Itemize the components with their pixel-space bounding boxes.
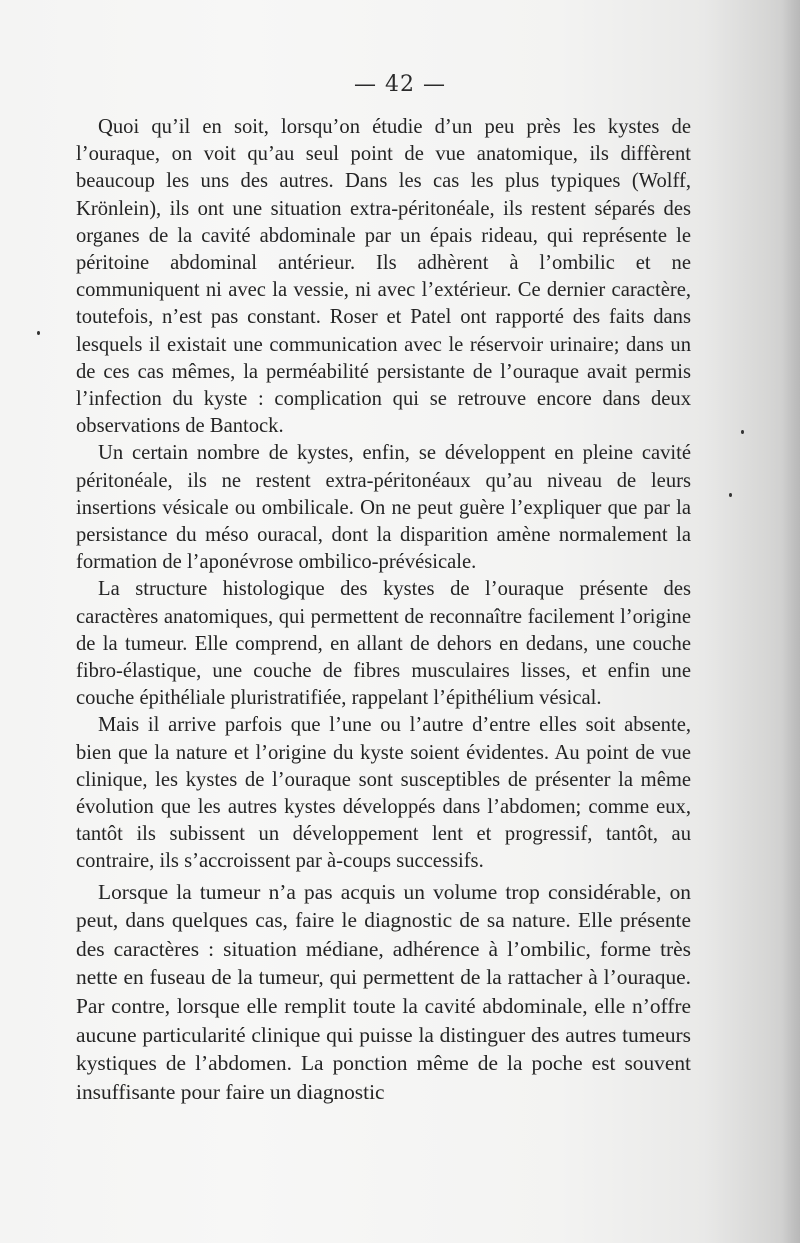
body-text [76,114,691,1106]
print-speck [741,430,744,434]
paragraph-1: Quoi qu’il en soit, lorsqu’on étudie d’un peu près les kystes de l’ouraque, on voit qu’au seul point de vue anatomique, ils diffèrent beaucoup les uns des autres. Dans les cas les plus typiques (Wolff, Krönlein), ils ont une situation extra-péritonéale, ils restent séparés des organes de la cavité abdominale par un épais rideau, qui représente le péritoine abdominal antérieur. Ils adhèrent à l’ombilic et ne communiquent ni avec la vessie, ni avec l’extérieur. Ce dernier caractère, toutefois, n’est pas constant. Roser et Patel ont rapporté des faits dans lesquels il existait une communication avec le réservoir urinaire; dans un de ces cas mêmes, la perméabilité persistante de l’ouraque avait permis l’infection du kyste : complication qui se retrouve encore dans deux observations de Bantock. [76,116,691,438]
print-speck [729,493,732,497]
print-speck [37,331,40,335]
page-shadow-edge [782,0,800,1243]
page-number: — 42 — [354,72,446,97]
paragraph-2: Un certain nombre de kystes, enfin, se développent en pleine cavité péritonéale, ils ne restent extra-péritonéaux qu’au niveau de leurs insertions vésicale ou ombilicale. On ne peut guère l’expliquer que par la persistance du méso ouracal, dont la disparition amène normalement la formation de l’aponévrose ombilico-prévésicale. [76,442,691,574]
paragraph-5: Lorsque la tumeur n’a pas acquis un volume trop considérable, on peut, dans quelques cas, faire le diagnostic de sa nature. Elle présente des caractères : situation médiane, adhérence à l’ombilic, forme très nette en fuseau de la tumeur, qui permettent de la rattacher à l’ouraque. Par contre, lorsque elle remplit toute la cavité abdominale, elle n’offre aucune particularité clinique qui puisse la distinguer des autres tumeurs kystiques de l’abdomen. La ponction même de la poche est souvent insuffisante pour faire un diagnostic [76,879,691,1104]
paragraph-4: Mais il arrive parfois que l’une ou l’autre d’entre elles soit absente, bien que la nature et l’origine du kyste soient évidentes. Au point de vue clinique, les kystes de l’ouraque sont susceptibles de présenter la même évolution que les autres kystes développés dans l’abdomen; comme eux, tantôt ils subissent un développement lent et progressif, tantôt, au contraire, ils s’accroissent par à-coups successifs. [76,714,691,873]
paragraph-3: La structure histologique des kystes de l’ouraque présente des caractères anatomiques, qui permettent de reconnaître facilement l’origine de la tumeur. Elle comprend, en allant de dehors en dedans, une couche fibro-élastique, une couche de fibres musculaires lisses, et enfin une couche épithéliale pluristratifiée, rappelant l’épithélium vésical. [76,578,691,710]
